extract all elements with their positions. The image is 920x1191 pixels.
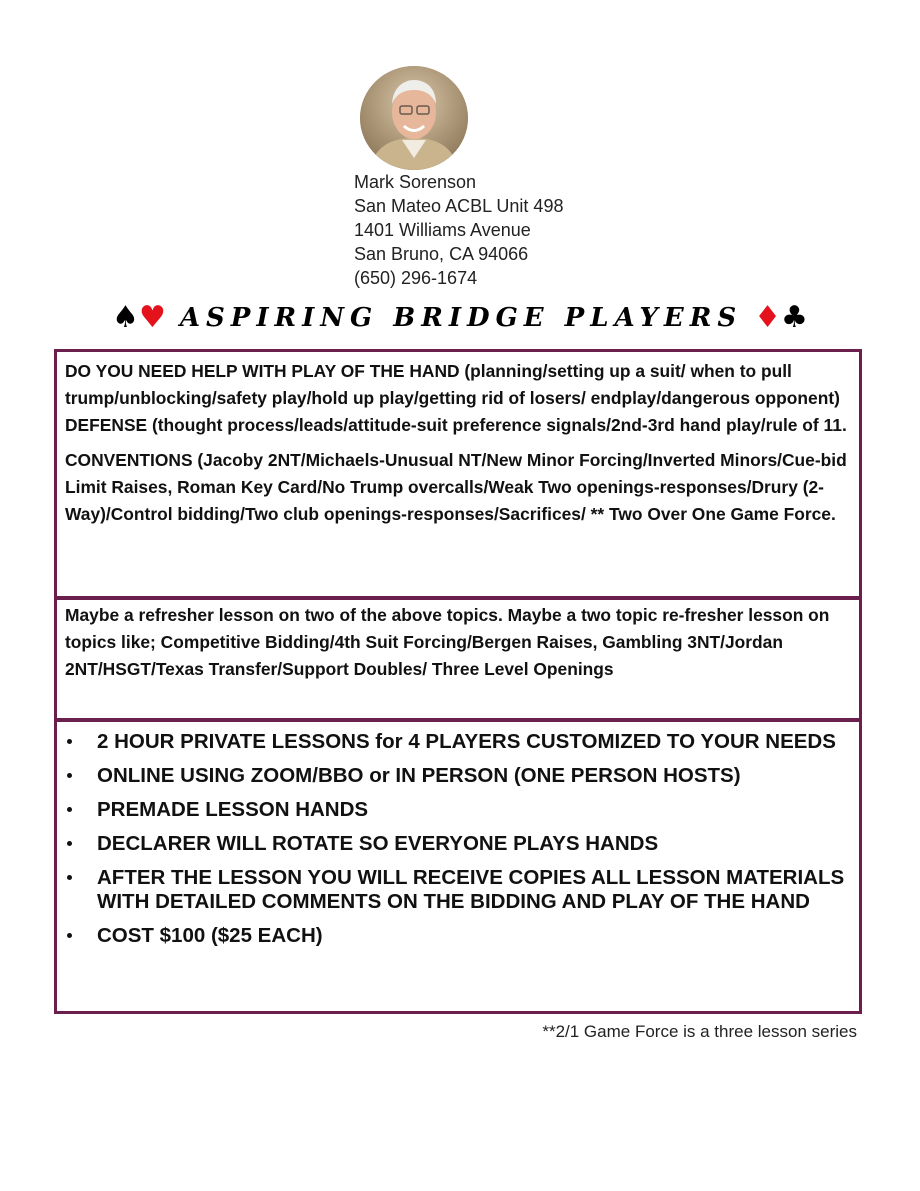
list-item: AFTER THE LESSON YOU WILL RECEIVE COPIES ALL LESSON MATERIALS WITH DETAILED COMMENTS ON THE BIDDING AND PLAY OF THE HAND — [65, 866, 851, 914]
contact-address-line2: San Bruno, CA 94066 — [354, 244, 529, 264]
banner — [0, 296, 920, 340]
footnote: **2/1 Game Force is a three lesson series — [542, 1022, 857, 1041]
bullet-icon — [67, 841, 72, 846]
list-item: PREMADE LESSON HANDS — [65, 798, 851, 822]
contact-block — [354, 170, 563, 290]
list-item: ONLINE USING ZOOM/BBO or IN PERSON (ONE PERSON HOSTS) — [65, 764, 851, 788]
bullet-icon — [67, 875, 72, 880]
portrait-photo — [360, 66, 468, 170]
lesson-details-box — [54, 719, 862, 1014]
play-defense-paragraph: DO YOU NEED HELP WITH PLAY OF THE HAND (planning/setting up a suit/ when to pull trump/unblocking/safety play/hold up play/getting rid of losers/ endplay/dangerous opponent) DEFENSE (thought process/leads/attitude-suit preference signals/2nd-3rd hand play/rule of 11. — [65, 361, 847, 435]
contact-phone: (650) 296-1674 — [354, 268, 478, 288]
heart-icon: ♥ — [138, 300, 166, 335]
bullet-icon — [67, 807, 72, 812]
club-icon: ♣ — [781, 300, 808, 335]
spade-icon: ♠ — [112, 300, 139, 335]
list-item: 2 HOUR PRIVATE LESSONS for 4 PLAYERS CUSTOMIZED TO YOUR NEEDS — [65, 730, 851, 754]
contact-name: Mark Sorenson — [354, 172, 477, 192]
contact-organization: San Mateo ACBL Unit 498 — [354, 196, 564, 216]
avatar — [360, 66, 468, 170]
play-defense-conventions-box — [54, 349, 862, 599]
banner-title: ASPIRING BRIDGE PLAYERS — [179, 303, 743, 333]
lesson-details-list — [65, 730, 851, 948]
bullet-icon — [67, 739, 72, 744]
contact-address-line1: 1401 Williams Avenue — [354, 220, 531, 240]
list-item: COST $100 ($25 EACH) — [65, 924, 851, 948]
refresher-box — [54, 597, 862, 721]
bullet-icon — [67, 773, 72, 778]
diamond-icon: ♦ — [754, 300, 782, 335]
refresher-paragraph: Maybe a refresher lesson on two of the above topics. Maybe a two topic re-fresher lesson on topics like; Competitive Bidding/4th Suit Forcing/Bergen Raises, Gambling 3NT/Jordan 2NT/HSGT/Texas Transfer/Support Doubles/ Three Level Openings — [65, 605, 830, 679]
bullet-icon — [67, 933, 72, 938]
conventions-paragraph: CONVENTIONS (Jacoby 2NT/Michaels-Unusual NT/New Minor Forcing/Inverted Minors/Cue-bid Limit Raises, Roman Key Card/No Trump overcalls/Weak Two openings-responses/Drury (2-Way)/Control bidding/Two club openings-responses/Sacrifices/ ** Two Over One Game Force. — [65, 450, 847, 524]
list-item: DECLARER WILL ROTATE SO EVERYONE PLAYS HANDS — [65, 832, 851, 856]
